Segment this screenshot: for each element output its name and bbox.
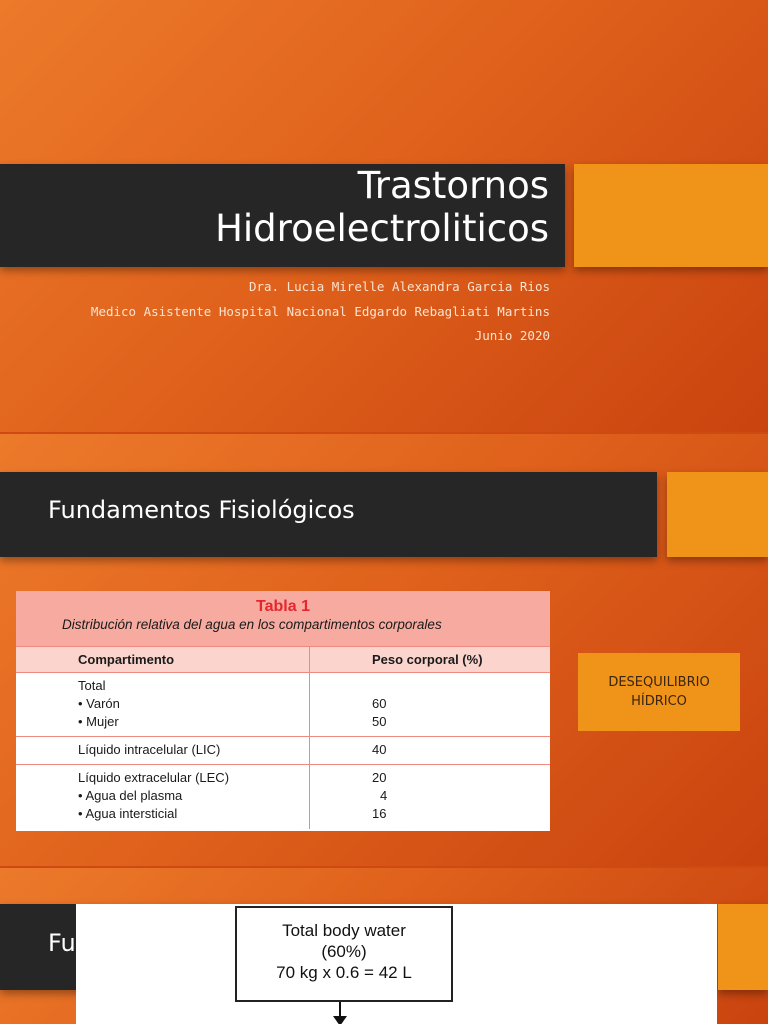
- cell-line: • Mujer: [78, 714, 119, 729]
- cell-line: 16: [372, 806, 387, 821]
- cell-line: 40: [372, 742, 387, 757]
- table-cell: [310, 673, 551, 737]
- table-header-band: [16, 591, 550, 646]
- cell-line: • Agua intersticial: [78, 806, 178, 821]
- cell-line: Líquido intracelular (LIC): [78, 742, 221, 757]
- table-caption: Distribución relativa del agua en los compartimentos corporales: [62, 617, 442, 632]
- table-header-row: [16, 647, 550, 673]
- presentation-date: Junio 2020: [474, 328, 550, 343]
- slide-title[interactable]: [0, 0, 768, 432]
- callout-line-2: HÍDRICO: [631, 694, 687, 709]
- table-row: [16, 765, 550, 829]
- cell-line: [372, 677, 550, 695]
- slide-fundamentos[interactable]: [0, 434, 768, 866]
- cell-line: Líquido extracelular (LEC): [78, 770, 230, 785]
- cell-line: • Agua del plasma: [78, 788, 183, 803]
- cell-line: • Varón: [78, 696, 120, 711]
- slide-heading: Fundamentos Fisiológicos: [48, 496, 355, 524]
- callout-line-1: DESEQUILIBRIO: [608, 675, 710, 690]
- table-cell: [310, 765, 551, 829]
- accent-block: [667, 472, 768, 557]
- cell-line: 50: [372, 714, 387, 729]
- body-water-diagram: [76, 904, 717, 1024]
- title-line-1: Trastornos: [357, 164, 549, 207]
- slide-body-water[interactable]: [0, 868, 768, 1024]
- slide-title-text: [215, 164, 549, 250]
- total-body-water-box: [235, 906, 453, 1002]
- data-table: [16, 646, 550, 829]
- table-cell: [16, 737, 310, 765]
- column-header: Compartimento: [16, 647, 310, 673]
- title-band: [0, 164, 565, 267]
- table-row: [16, 673, 550, 737]
- accent-block: [718, 904, 768, 990]
- table-cell: [310, 737, 551, 765]
- slide-heading: Fu: [48, 929, 76, 957]
- cell-line: 4: [380, 788, 388, 803]
- author-position: Medico Asistente Hospital Nacional Edgardo Rebagliati Martins: [90, 304, 550, 319]
- desequilibrio-hidrico-button[interactable]: [578, 653, 740, 731]
- water-distribution-table: [16, 591, 550, 831]
- arrow-down-icon: [333, 1016, 347, 1024]
- column-header: Peso corporal (%): [310, 647, 551, 673]
- title-line-2: Hidroelectroliticos: [215, 207, 549, 250]
- title-band: [0, 472, 657, 557]
- table-cell: [16, 673, 310, 737]
- cell-line: 20: [372, 770, 387, 785]
- box-line-3: 70 kg x 0.6 = 42 L: [276, 963, 412, 982]
- cell-line: Total: [78, 678, 106, 693]
- cell-line: 60: [372, 696, 387, 711]
- accent-block: [574, 164, 768, 267]
- box-line-1: Total body water: [282, 921, 406, 940]
- author-name: Dra. Lucia Mirelle Alexandra Garcia Rios: [248, 279, 550, 294]
- table-label: Tabla 1: [256, 598, 310, 615]
- table-cell: [16, 765, 310, 829]
- box-line-2: (60%): [321, 942, 367, 961]
- table-row: [16, 737, 550, 765]
